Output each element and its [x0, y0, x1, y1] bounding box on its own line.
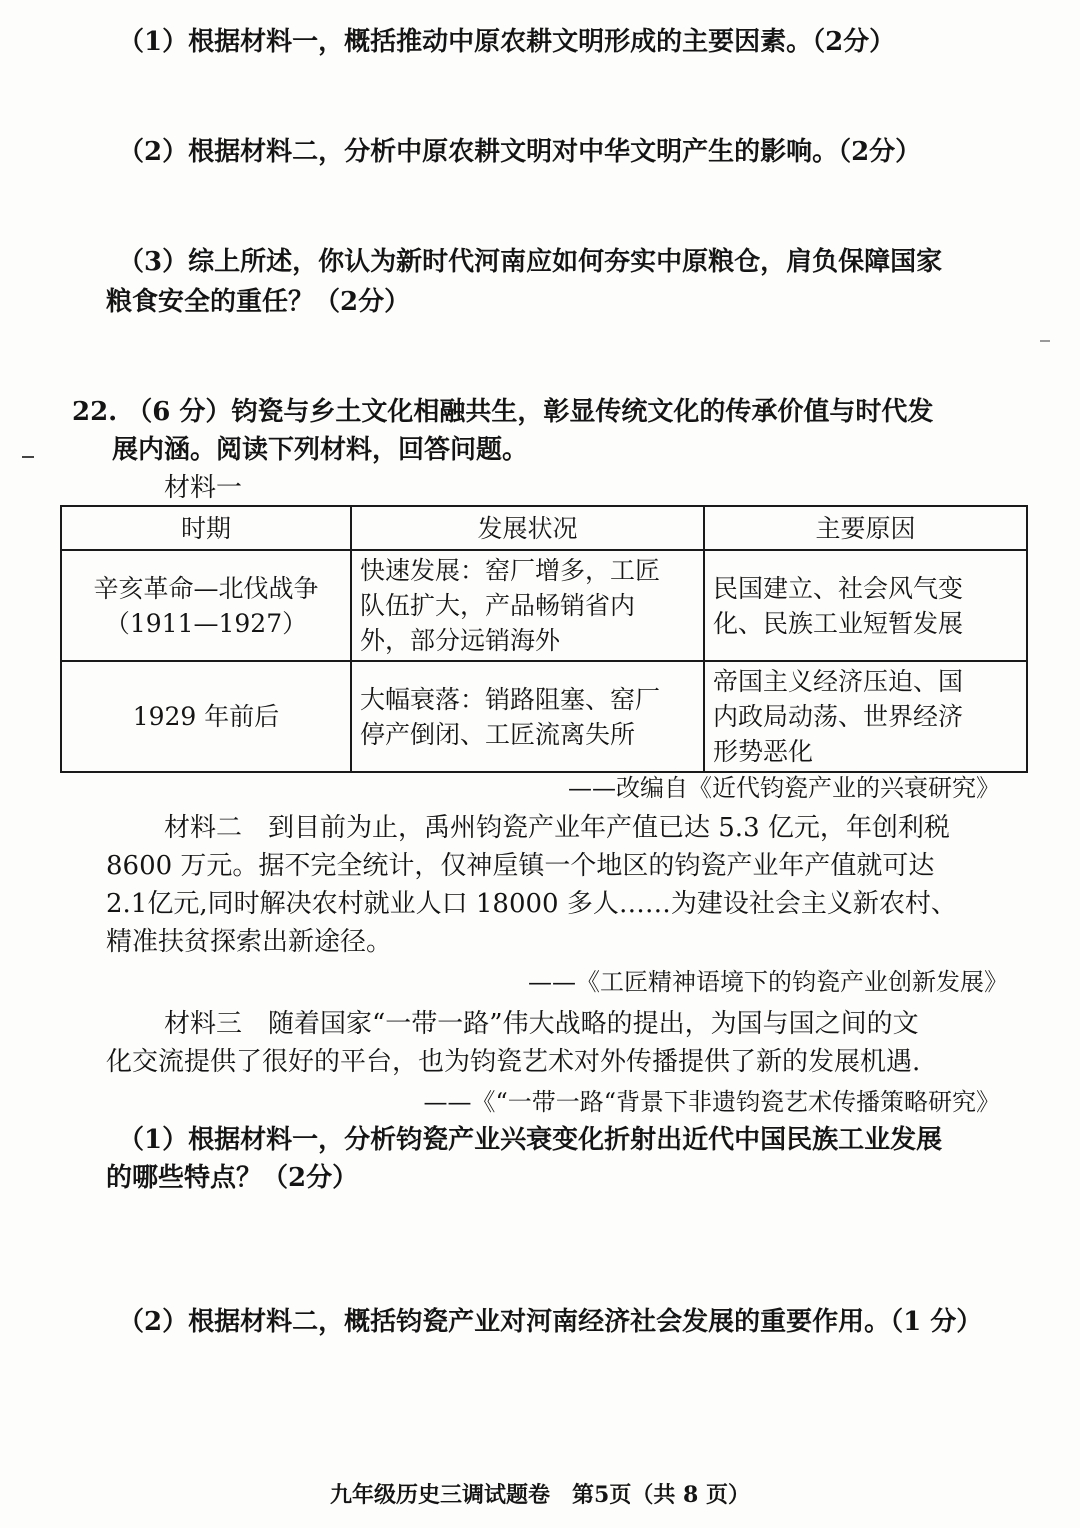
material1-label: 材料一: [164, 473, 243, 503]
q22-intro-line1: 22. （6 分）钧瓷与乡土文化相融共生，彰显传统文化的传承价值与时代发: [72, 397, 934, 427]
table-cell-cause: [704, 550, 1027, 661]
q22-sub1-line2: 的哪些特点？（2分）: [106, 1163, 359, 1193]
period-text: 辛亥革命—北伐战争: [93, 573, 319, 603]
status-text: 外，部分远销海外: [360, 626, 561, 655]
table-header-cause: 主要原因: [704, 506, 1027, 550]
table-cell-period: [61, 661, 351, 772]
margin-mark: [1040, 340, 1050, 342]
table-cell-cause: [704, 661, 1027, 772]
q22-sub1-line1: （1）根据材料一，分析钧瓷产业兴衰变化折射出近代中国民族工业发展: [118, 1125, 943, 1155]
table-header-period: 时期: [61, 506, 351, 550]
status-text: 队伍扩大，产品畅销省内: [360, 591, 636, 620]
page-footer: 九年级历史三调试题卷 第5页（共 8 页）: [330, 1482, 750, 1508]
material2-line1: 材料二 到目前为止，禹州钧瓷产业年产值已达 5.3 亿元，年创利税: [164, 813, 950, 843]
material3-line2: 化交流提供了很好的平台，也为钧瓷艺术对外传播提供了新的发展机遇.: [106, 1047, 921, 1077]
period-text: 1929 年前后: [132, 702, 280, 731]
table-cell-status: [351, 550, 704, 661]
q21-sub3-line2: 粮食安全的重任？（2分）: [106, 287, 411, 317]
cause-text: 民国建立、社会风气变: [713, 573, 964, 603]
cause-text: 形势恶化: [713, 737, 814, 766]
material2-line3: 2.1亿元,同时解决农村就业人口 18000 多人……为建设社会主义新农村、: [106, 889, 957, 919]
material1-table: [60, 505, 1028, 773]
table-cell-status: [351, 661, 704, 772]
material3-source: ——《“一带一路“背景下非遗钧瓷艺术传播策略研究》: [423, 1088, 1000, 1116]
status-text: 停产倒闭、工匠流离失所: [360, 719, 636, 749]
material1-source: ——改编自《近代钧瓷产业的兴衰研究》: [568, 774, 1000, 802]
margin-dash: [22, 456, 34, 458]
q21-sub1: （1）根据材料一，概括推动中原农耕文明形成的主要因素。（2分）: [118, 27, 896, 57]
status-text: 快速发展：窑厂增多，工匠: [360, 556, 661, 585]
material2-source: ——《工匠精神语境下的钧瓷产业创新发展》: [528, 968, 1008, 996]
q21-sub3-line1: （3）综上所述，你认为新时代河南应如何夯实中原粮仓，肩负保障国家: [118, 247, 943, 277]
material2-line2: 8600 万元。据不完全统计，仅神垕镇一个地区的钧瓷产业年产值就可达: [106, 851, 935, 881]
cause-text: 内政局动荡、世界经济: [713, 702, 964, 731]
material2-line4: 精准扶贫探索出新途径。: [106, 927, 393, 957]
q22-sub2: （2）根据材料二，概括钧瓷产业对河南经济社会发展的重要作用。（1 分）: [118, 1307, 983, 1337]
table-header-status: 发展状况: [351, 506, 704, 550]
q21-sub2: （2）根据材料二，分析中原农耕文明对中华文明产生的影响。（2分）: [118, 137, 922, 167]
table-row: [61, 661, 1027, 772]
table-cell-period: [61, 550, 351, 661]
cause-text: 帝国主义经济压迫、国: [713, 667, 964, 696]
period-text: （1911—1927）: [104, 608, 308, 638]
status-text: 大幅衰落：销路阻塞、窑厂: [360, 684, 661, 714]
cause-text: 化、民族工业短暂发展: [713, 608, 964, 638]
table-header-row: [61, 506, 1027, 550]
material3-line1: 材料三 随着国家“一带一路”伟大战略的提出，为国与国之间的文: [164, 1009, 919, 1039]
table-row: [61, 550, 1027, 661]
q22-intro-line2: 展内涵。阅读下列材料，回答问题。: [112, 435, 529, 465]
